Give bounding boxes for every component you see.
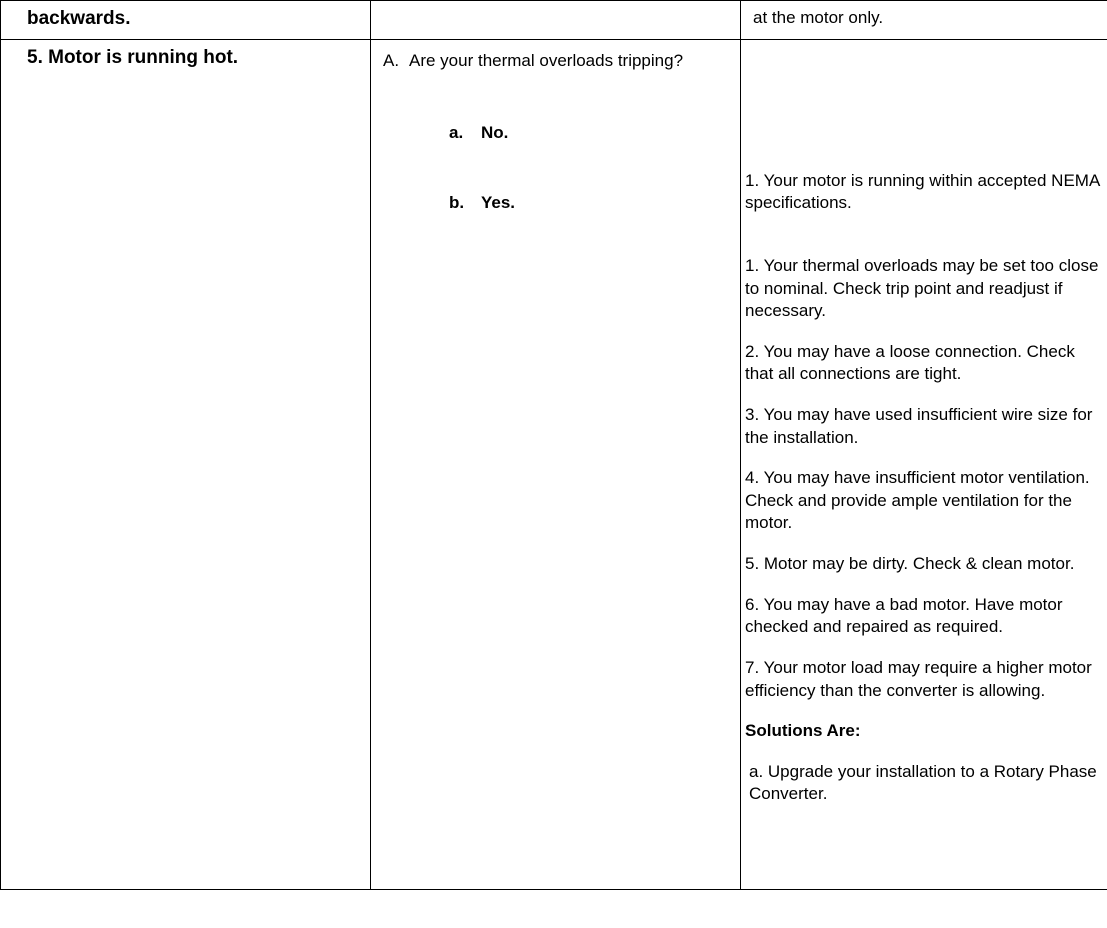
table-row [1, 1, 1107, 40]
sub-answer-b [371, 192, 740, 214]
solution-item: 6. You may have a bad motor. Have motor checked and repaired as required. [745, 594, 1063, 637]
symptom-cell-continued [1, 1, 371, 40]
question-block [371, 40, 740, 72]
solution-list [741, 170, 1107, 806]
solution-continuation-text: at the motor only. [753, 8, 884, 27]
solution-item: 1. Your thermal overloads may be set too close to nominal. Check trip point and readjust if necessary. [745, 255, 1099, 321]
solution-item: 1. Your motor is running within accepted NEMA specifications. [745, 170, 1100, 213]
table-row [1, 39, 1107, 889]
solution-item: 4. You may have insufficient motor ventilation. Check and provide ample ventilation for the motor. [745, 468, 1090, 533]
question-text: Are your thermal overloads tripping? [409, 50, 684, 70]
symptom-cell [1, 39, 371, 889]
question-cell [371, 39, 741, 889]
question-letter: A. [383, 50, 400, 70]
sub-answer-a [371, 122, 740, 144]
solution-lettered-item: a. Upgrade your installation to a Rotary Phase Converter. [749, 761, 1097, 804]
symptom-continuation-text: backwards. [27, 8, 131, 29]
question-cell-empty [371, 1, 741, 40]
sub-answer-b-letter: b. [449, 193, 465, 213]
sub-answer-a-letter: a. [449, 123, 464, 143]
solutions-heading: Solutions Are: [745, 721, 861, 741]
solution-item: 3. You may have used insufficient wire size for the installation. [745, 405, 1093, 447]
symptom-title: 5. Motor is running hot. [27, 46, 239, 68]
solution-item: 2. You may have a loose connection. Check that all connections are tight. [745, 341, 1075, 384]
sub-answer-a-text: No. [481, 123, 509, 143]
sub-answer-b-text: Yes. [481, 193, 516, 213]
solution-item: 5. Motor may be dirty. Check & clean motor. [745, 554, 1075, 574]
solution-cell [741, 39, 1107, 889]
solution-item: 7. Your motor load may require a higher motor efficiency than the converter is allowing. [745, 657, 1092, 700]
solution-cell-continued [741, 1, 1107, 40]
